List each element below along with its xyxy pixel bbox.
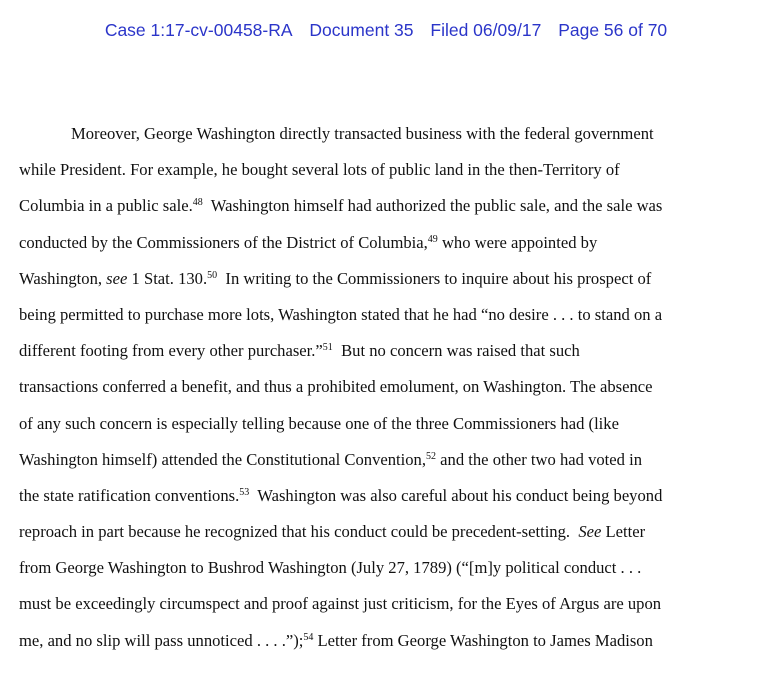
text-line: Moreover, George Washington directly transacted business with the federal government	[71, 124, 654, 143]
footnote-ref: 52	[426, 450, 437, 462]
document-body	[19, 121, 759, 664]
text-line: Washington himself) attended the Constitutional Convention,$^{52}$ and the other two had voted in	[19, 449, 643, 469]
case-header	[0, 20, 772, 41]
text-line: must be exceedingly circumspect and proof against just criticism, for the Eyes of Argus are upon	[19, 594, 662, 614]
footnote-ref: 54	[303, 631, 314, 643]
text-line: being permitted to purchase more lots, Washington stated that he had “no desire . . . to stand on a	[19, 304, 663, 324]
text-line: different footing from every other purchaser.”$^{51}$ But no concern was raised that such	[19, 341, 580, 361]
text-line: while President. For example, he bought several lots of public land in the then-Territory of	[19, 160, 620, 180]
page-number: Page 56 of 70	[558, 20, 668, 40]
citation-signal: see	[106, 268, 128, 288]
footnote-ref: 49	[427, 233, 438, 245]
case-number: Case 1:17-cv-00458-RA	[104, 20, 293, 40]
text-line: Washington, see 1 Stat. 130.50 In writing to the Commissioners to inquire about his prospect of	[19, 268, 652, 288]
footnote-ref: 48	[192, 197, 203, 209]
text-line: transactions conferred a benefit, and thus a prohibited emolument, on Washington. The absence	[19, 377, 653, 397]
text-line: of any such concern is especially telling because one of the three Commissioners had (like	[19, 413, 619, 433]
filed-date: Filed 06/09/17	[430, 20, 542, 40]
text-line: Columbia in a public sale.$^{48}$ Washington himself had authorized the public sale, and the sale was	[19, 196, 663, 216]
footnote-ref: 53	[239, 486, 250, 498]
footnote-ref: 51	[322, 342, 333, 354]
text-line: reproach in part because he recognized that his conduct could be precedent-setting. See Letter	[19, 522, 646, 542]
text-line: from George Washington to Bushrod Washington (July 27, 1789) (“[m]y political conduct . . .	[19, 558, 642, 578]
text-line: conducted by the Commissioners of the District of Columbia,$^{49}$ who were appointed by	[19, 232, 598, 252]
text-line: the state ratification conventions.$^{53}$ Washington was also careful about his conduct being beyond	[19, 485, 663, 505]
footnote-ref: 50	[207, 269, 218, 281]
citation-signal: See	[578, 522, 602, 542]
document-number: Document 35	[309, 20, 414, 40]
text-line: me, and no slip will pass unnoticed . . . .”);$^{54}$ Letter from George Washington to James Madison	[19, 630, 653, 650]
